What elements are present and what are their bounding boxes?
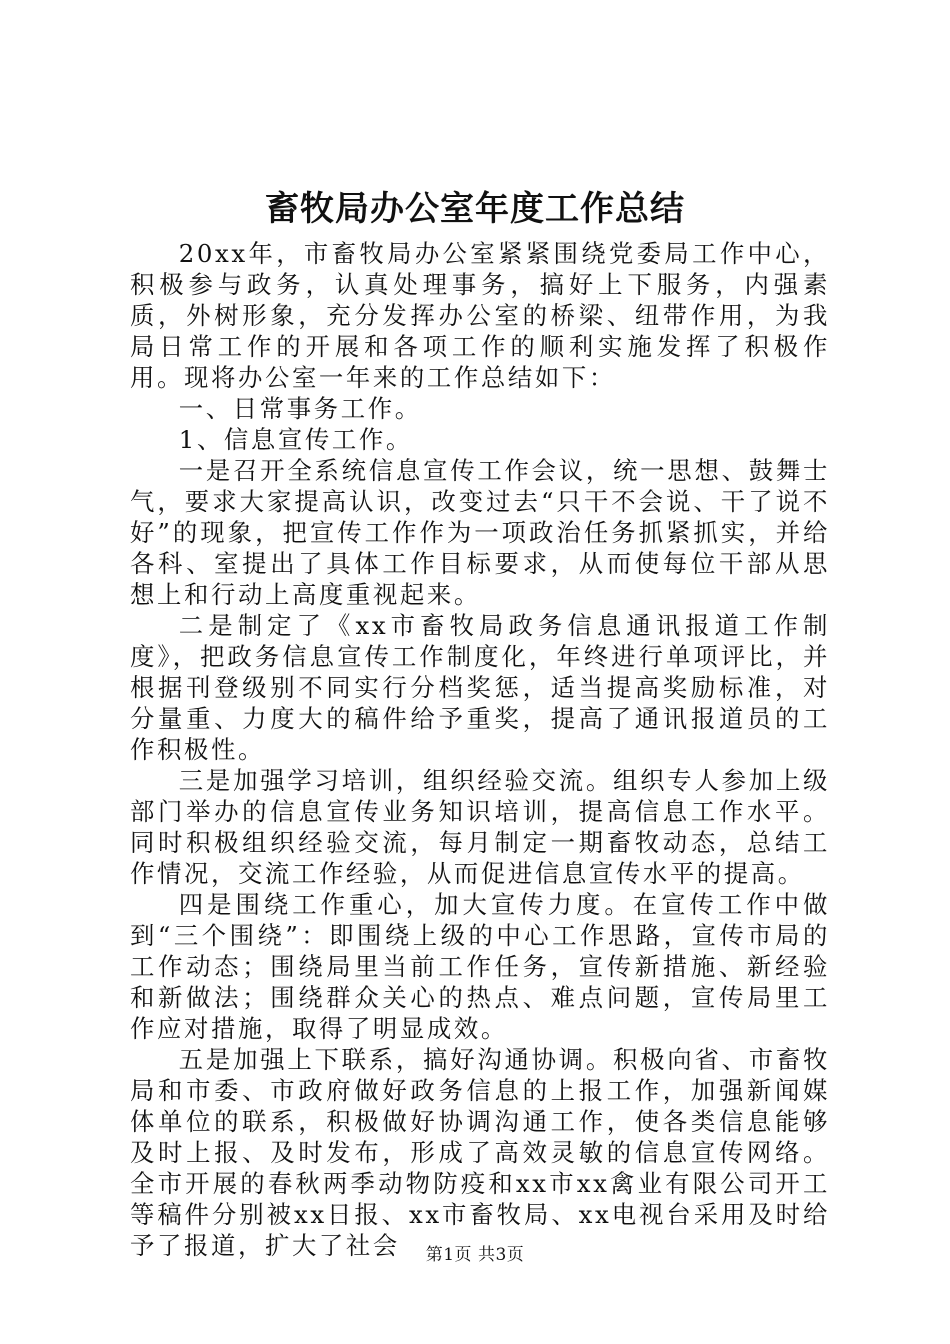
paragraph-item-4: 四是围绕工作重心，加大宣传力度。在宣传工作中做到“三个围绕”：即围绕上级的中心工作思路，宣传市局的工作动态；围绕局里当前工作任务，宣传新措施、新经验和新做法；围绕群众关心的热点、难点问题，宣传局里工作应对措施，取得了明显成效。 — [130, 890, 830, 1043]
paragraph-section-heading: 一、日常事务工作。 — [178, 394, 422, 423]
page-number-footer: 第1页 共3页 — [425, 1245, 525, 1265]
paragraph-subsection-heading: 1、信息宣传工作。 — [178, 425, 413, 454]
paragraph-item-5: 五是加强上下联系，搞好沟通协调。积极向省、市畜牧局和市委、市政府做好政务信息的上报工作，加强新闻媒体单位的联系，积极做好协调沟通工作，使各类信息能够及时上报、及时发布，形成了高效灵敏的信息宣传网络。全市开展的春秋两季动物防疫和xx市xx禽业有限公司开工等稿件分别被xx日报、xx市畜牧局、xx电视台采用及时给予了报道，扩大了社会 — [130, 1045, 830, 1260]
document-title: 畜牧局办公室年度工作总结 — [265, 189, 685, 229]
paragraph-intro: 20xx年，市畜牧局办公室紧紧围绕党委局工作中心，积极参与政务，认真处理事务，搞好上下服务，内强素质，外树形象，充分发挥办公室的桥梁、纽带作用，为我局日常工作的开展和各项工作的顺利实施发挥了积极作用。现将办公室一年来的工作总结如下： — [130, 239, 830, 392]
paragraph-item-2: 二是制定了《xx市畜牧局政务信息通讯报道工作制度》，把政务信息宣传工作制度化，年终进行单项评比，并根据刊登级别不同实行分档奖惩，适当提高奖励标准，对分量重、力度大的稿件给予重奖，提高了通讯报道员的工作积极性。 — [130, 611, 830, 764]
paragraph-item-1: 一是召开全系统信息宣传工作会议，统一思想、鼓舞士气，要求大家提高认识，改变过去“只干不会说、干了说不好”的现象，把宣传工作作为一项政治任务抓紧抓实，并给各科、室提出了具体工作目标要求，从而使每位干部从思想上和行动上高度重视起来。 — [130, 456, 830, 609]
paragraph-item-3: 三是加强学习培训，组织经验交流。组织专人参加上级部门举办的信息宣传业务知识培训，提高信息工作水平。同时积极组织经验交流，每月制定一期畜牧动态，总结工作情况，交流工作经验，从而促进信息宣传水平的提高。 — [130, 766, 830, 888]
document-body — [130, 238, 830, 1261]
